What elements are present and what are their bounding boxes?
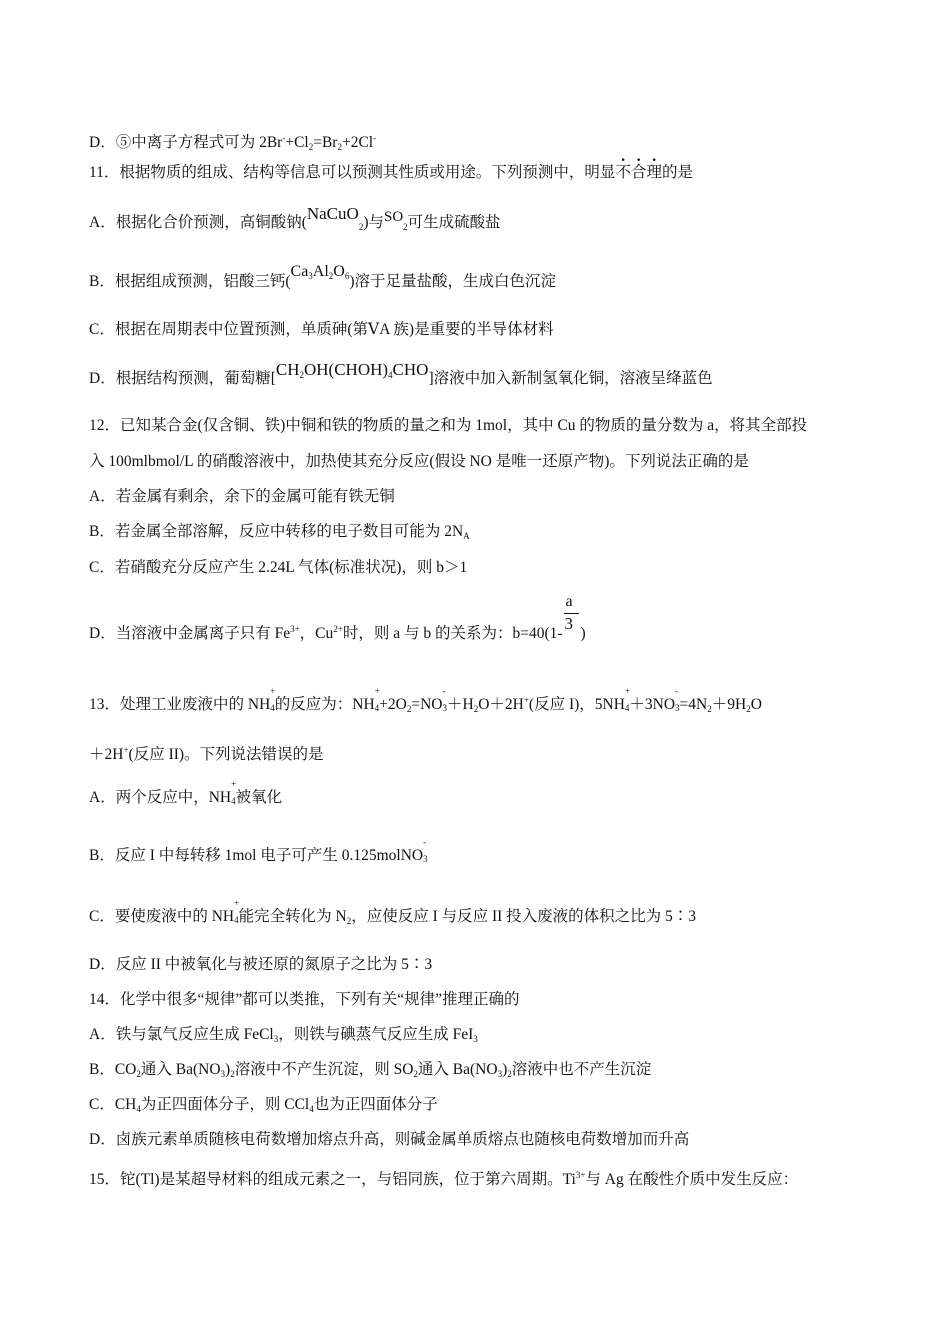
formula: CHO (392, 360, 429, 379)
text: 被氧化 (235, 789, 283, 806)
text: (反应 II)。下列说法错误的是 (128, 746, 324, 763)
text: =Br (313, 134, 338, 151)
text: ) (580, 625, 586, 642)
text: C．要使废液中的 NH (89, 908, 235, 925)
q13-option-a (89, 779, 910, 811)
subscript: 4 (136, 1104, 141, 1114)
text: A．两个反应中，NH (89, 789, 232, 806)
ion-charge (442, 686, 447, 718)
text: B．反应 I 中每转移 1mol 电子可产生 0.125molNO (89, 847, 424, 864)
q14-option-a (89, 1025, 910, 1049)
q13-stem-line1 (89, 686, 930, 719)
text: 与 Ag 在酸性介质中发生反应： (585, 1171, 799, 1188)
ion-charge (234, 898, 240, 930)
superscript: 3+ (290, 624, 300, 634)
subscript: 3 (442, 703, 447, 713)
formula: OH(CHOH) (303, 360, 389, 379)
subscript: 4 (231, 796, 236, 806)
charge: + (270, 686, 276, 696)
text: ，Cu (299, 625, 334, 642)
subscript: 2 (346, 916, 352, 926)
text: D．当溶液中金属离子只有 Fe (89, 625, 291, 642)
text: D．根据结构预测，葡萄糖[ (89, 370, 276, 387)
subscript: 2 (299, 370, 304, 380)
q14-option-d: D．卤族元素单质随核电荷数增加熔点升高，则碱金属单质熔点也随核电荷数增加而升高 (89, 1131, 690, 1148)
subscript: 2 (707, 704, 712, 714)
text: ＋H (446, 696, 474, 713)
q13-option-c (89, 898, 910, 931)
q12-option-b (89, 522, 910, 546)
text: ) (225, 1061, 231, 1078)
formula: Al (312, 263, 329, 280)
text: ＋9H (711, 696, 747, 713)
ion-charge (624, 686, 630, 718)
ion-charge (423, 837, 428, 869)
q12-option-d (89, 593, 910, 644)
text: 时，则 a 与 b 的关系为：b=40(1- (342, 625, 563, 642)
q11-option-c: C．根据在周期表中位置预测，单质砷(第ⅤA 族)是重要的半导体材料 (89, 321, 554, 338)
text: 溶液中也不产生沉淀 (511, 1061, 652, 1078)
text: O＋2H (478, 696, 524, 713)
text: 也为正四面体分子 (313, 1096, 438, 1113)
subscript: 2 (337, 142, 342, 152)
q11-option-d (89, 360, 910, 393)
subscript: 2 (413, 1069, 418, 1079)
q15-stem (89, 1165, 910, 1190)
numerator: a (565, 593, 573, 610)
subscript: 6 (344, 271, 350, 281)
text: (反应 I)，5NH (528, 696, 625, 713)
text: ＋3NO (629, 696, 676, 713)
subscript: 2 (406, 704, 412, 714)
text: 13．处理工业废液中的 NH (89, 696, 271, 713)
text: B．CO (89, 1061, 137, 1078)
q14-option-c (89, 1095, 910, 1119)
subscript: 2 (328, 271, 334, 281)
subscript: 2 (507, 1069, 512, 1079)
text: ]溶液中加入新制氢氧化铜，溶液呈绛蓝色 (428, 370, 713, 387)
q10-option-d (89, 128, 910, 157)
q11-stem (89, 163, 910, 183)
charge: - (423, 837, 427, 847)
q11-option-b (89, 263, 910, 296)
subscript: 2 (308, 142, 314, 152)
subscript: 3 (675, 703, 680, 713)
ion-charge (270, 686, 276, 718)
subscript: 2 (746, 704, 751, 714)
fraction (563, 593, 581, 638)
text: B．若金属全部溶解，反应中转移的电子数目可能为 2N (89, 523, 464, 540)
text: B．根据组成预测，铝酸三钙( (89, 273, 291, 290)
superscript: + (123, 745, 129, 755)
subscript: 3 (220, 1069, 226, 1079)
text: A．铁与氯气反应生成 FeCl (89, 1026, 274, 1043)
emphasis-char: 合 (630, 164, 647, 181)
subscript: 2 (358, 222, 364, 232)
charge: + (234, 898, 240, 908)
subscript: 4 (234, 915, 239, 925)
text: =NO (411, 696, 443, 713)
ion-charge (374, 686, 380, 718)
text: 能完全转化为 N (238, 908, 347, 925)
q12-option-a: A．若金属有剩余，余下的金属可能有铁无铜 (89, 488, 395, 505)
text: 15．铊(Tl)是某超导材料的组成元素之一，与铝同族，位于第六周期。Ti (89, 1171, 576, 1188)
formula: NaCuO (306, 204, 359, 223)
subscript: 2 (473, 704, 479, 714)
text: )与 (363, 214, 384, 231)
formula: Ca (290, 263, 309, 280)
q12-stem-line1: 12．已知某合金(仅含铜、铁)中铜和铁的物质的量之和为 1mol，其中 Cu 的物质的量分数为 a，将其全部投 (89, 417, 808, 434)
subscript: 4 (270, 703, 275, 713)
charge: - (675, 686, 679, 696)
formula: CH (275, 360, 300, 379)
text: ，则铁与碘蒸气反应生成 FeI (278, 1026, 474, 1043)
charge: + (624, 686, 630, 696)
subscript: 4 (624, 703, 630, 713)
text: 11．根据物质的组成、结构等信息可以预测其性质或用途。下列预测中，明显 (89, 164, 616, 181)
subscript: 4 (374, 703, 380, 713)
q11-option-a (89, 204, 910, 237)
text: 可生成硫酸盐 (407, 214, 501, 231)
q14-stem: 14．化学中很多“规律”都可以类推，下列有关“规律”推理正确的 (89, 991, 520, 1008)
q14-option-b (89, 1060, 910, 1084)
text: ，应使反应 I 与反应 II 投入废液的体积之比为 5∶3 (351, 908, 697, 925)
subscript: 3 (497, 1069, 503, 1079)
text: )溶于足量盐酸，生成白色沉淀 (349, 273, 557, 290)
q13-option-b (89, 837, 910, 869)
text: C．CH (89, 1096, 137, 1113)
denominator: 3 (564, 614, 574, 633)
emphasis-char: 不 (615, 164, 631, 181)
superscript: - (282, 133, 286, 143)
ion-charge (675, 686, 680, 718)
charge: - (442, 686, 446, 696)
formula: O (333, 263, 345, 280)
text: 通入 Ba(NO (140, 1061, 221, 1078)
superscript: - (373, 133, 377, 143)
text: ) (502, 1061, 508, 1078)
text: O (750, 696, 762, 713)
subscript: 3 (308, 271, 313, 281)
superscript: + (523, 695, 529, 705)
text: +2O (379, 696, 407, 713)
subscript: 3 (423, 854, 428, 864)
emphasis-char: 理 (646, 164, 662, 181)
text: =4N (679, 696, 708, 713)
ion-charge (231, 779, 237, 811)
charge: + (231, 779, 237, 789)
subscript: A (463, 531, 470, 541)
subscript: 2 (136, 1069, 141, 1079)
formula: SO (383, 209, 404, 225)
subscript: 4 (388, 370, 393, 380)
text: D．⑤中离子方程式可为 2Br (89, 134, 283, 151)
superscript: 2+ (333, 624, 343, 634)
q12-option-c: C．若硝酸充分反应产生 2.24L 气体(标准状况)，则 b＞1 (89, 559, 468, 576)
text: 溶液中不产生沉淀，则 SO (234, 1061, 414, 1078)
q13-option-d: D．反应 II 中被氧化与被还原的氮原子之比为 5∶3 (89, 956, 433, 973)
text: 通入 Ba(NO (417, 1061, 498, 1078)
text: 的反应为：NH (274, 696, 375, 713)
text: 为正四面体分子，则 CCl (140, 1096, 310, 1113)
text: +Cl (285, 134, 309, 151)
subscript: 4 (309, 1104, 314, 1114)
text: +2Cl (341, 134, 374, 151)
superscript: 3+ (575, 1170, 586, 1180)
q12-stem-line2: 入 100mlbmol/L 的硝酸溶液中，加热使其充分反应(假设 NO 是唯一还原产物)。下列说法正确的是 (89, 453, 749, 470)
q13-stem-line2 (89, 740, 910, 765)
text: A．根据化合价预测，高铜酸钠( (89, 214, 307, 231)
subscript: 2 (403, 222, 408, 232)
text: 的是 (661, 164, 693, 181)
subscript: 3 (473, 1034, 478, 1044)
subscript: 2 (230, 1069, 235, 1079)
charge: + (374, 686, 380, 696)
subscript: 3 (273, 1034, 279, 1044)
text: ＋2H (89, 746, 124, 763)
